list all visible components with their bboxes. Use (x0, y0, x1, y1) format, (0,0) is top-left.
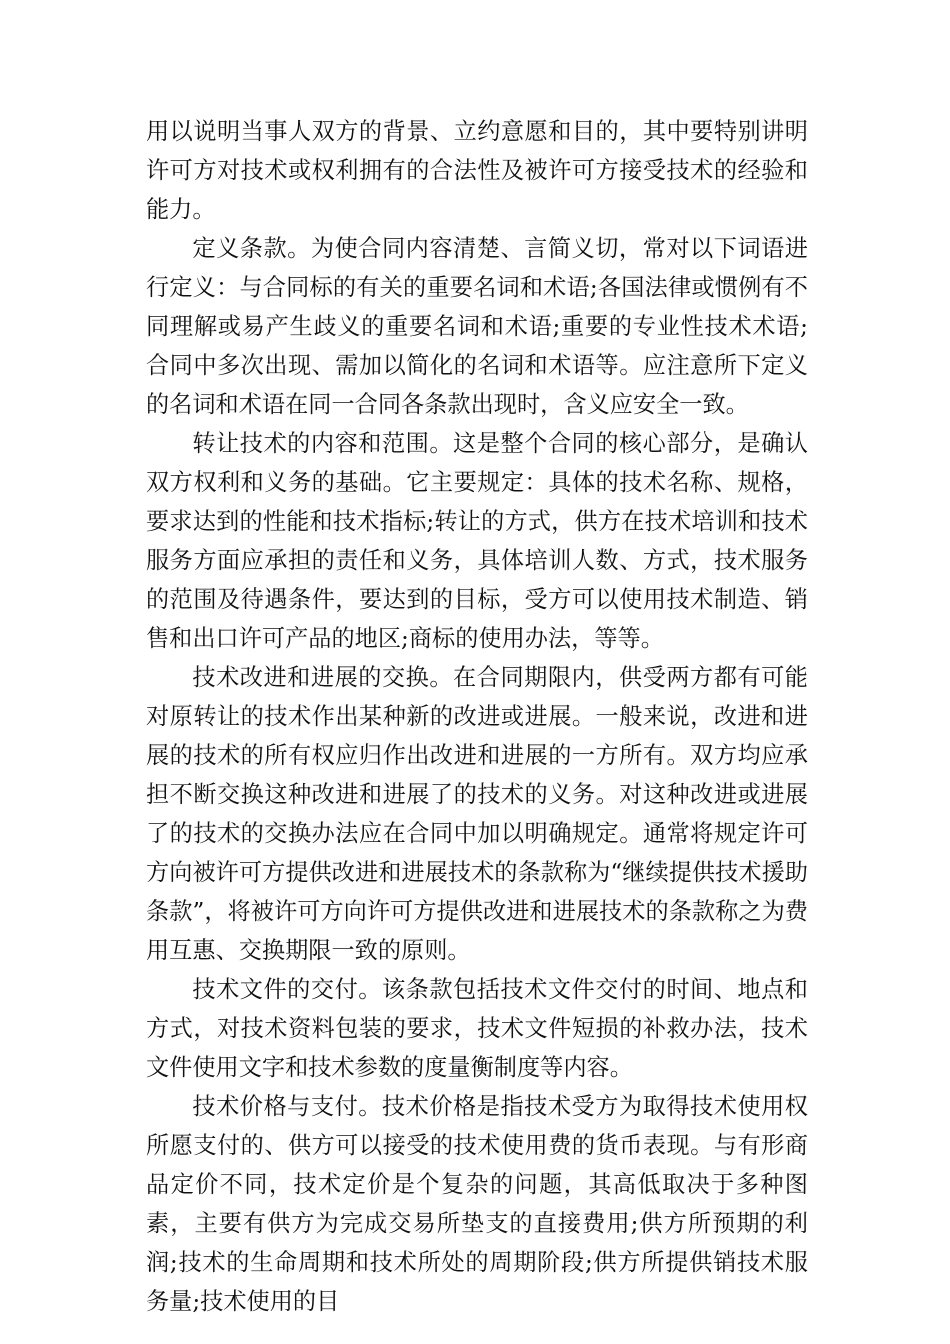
paragraph-continuation: 用以说明当事人双方的背景、立约意愿和目的，其中要特别讲明许可方对技术或权利拥有的合法性及被许可方接受技术的经验和能力。 (146, 118, 808, 223)
document-body (146, 112, 808, 1321)
paragraph-definition-clause: 定义条款。为使合同内容清楚、言简义切，常对以下词语进行定义：与合同标的有关的重要名词和术语;各国法律或惯例有不同理解或易产生歧义的重要名词和术语;重要的专业性技术术语;合同中多次出现、需加以简化的名词和术语等。应注意所下定义的名词和术语在同一合同各条款出现时，含义应安全一致。 (146, 235, 808, 418)
paragraph-price-payment: 技术价格与支付。技术价格是指技术受方为取得技术使用权所愿支付的、供方可以接受的技术使用费的货币表现。与有形商品定价不同，技术定价是个复杂的问题，其高低取决于多种图素，主要有供方为完成交易所垫支的直接费用;供方所预期的利润;技术的生命周期和技术所处的周期阶段;供方所提供销技术服务量;技术使用的目 (146, 1093, 808, 1315)
paragraph-improvement-exchange: 技术改进和进展的交换。在合同期限内，供受两方都有可能对原转让的技术作出某种新的改进或进展。一般来说，改进和进展的技术的所有权应归作出改进和进展的一方所有。双方均应承担不断交换这种改进和进展了的技术的义务。对这种改进或进展了的技术的交换办法应在合同中加以明确规定。通常将规定许可方向被许可方提供改进和进展技术的条款称为“继续提供技术援助条款”，将被许可方向许可方提供改进和进展技术的条款称之为费用互惠、交换期限一致的原则。 (146, 664, 808, 964)
paragraph-document-delivery: 技术文件的交付。该条款包括技术文件交付的时间、地点和方式，对技术资料包装的要求，技术文件短损的补救办法，技术文件使用文字和技术参数的度量衡制度等内容。 (146, 976, 808, 1081)
paragraph-transfer-scope: 转让技术的内容和范围。这是整个合同的核心部分，是确认双方权利和义务的基础。它主要规定：具体的技术名称、规格，要求达到的性能和技术指标;转让的方式，供方在技术培训和技术服务方面应承担的责任和义务，具体培训人数、方式，技术服务的范围及待遇条件，要达到的目标，受方可以使用技术制造、销售和出口许可产品的地区;商标的使用办法，等等。 (146, 430, 808, 652)
